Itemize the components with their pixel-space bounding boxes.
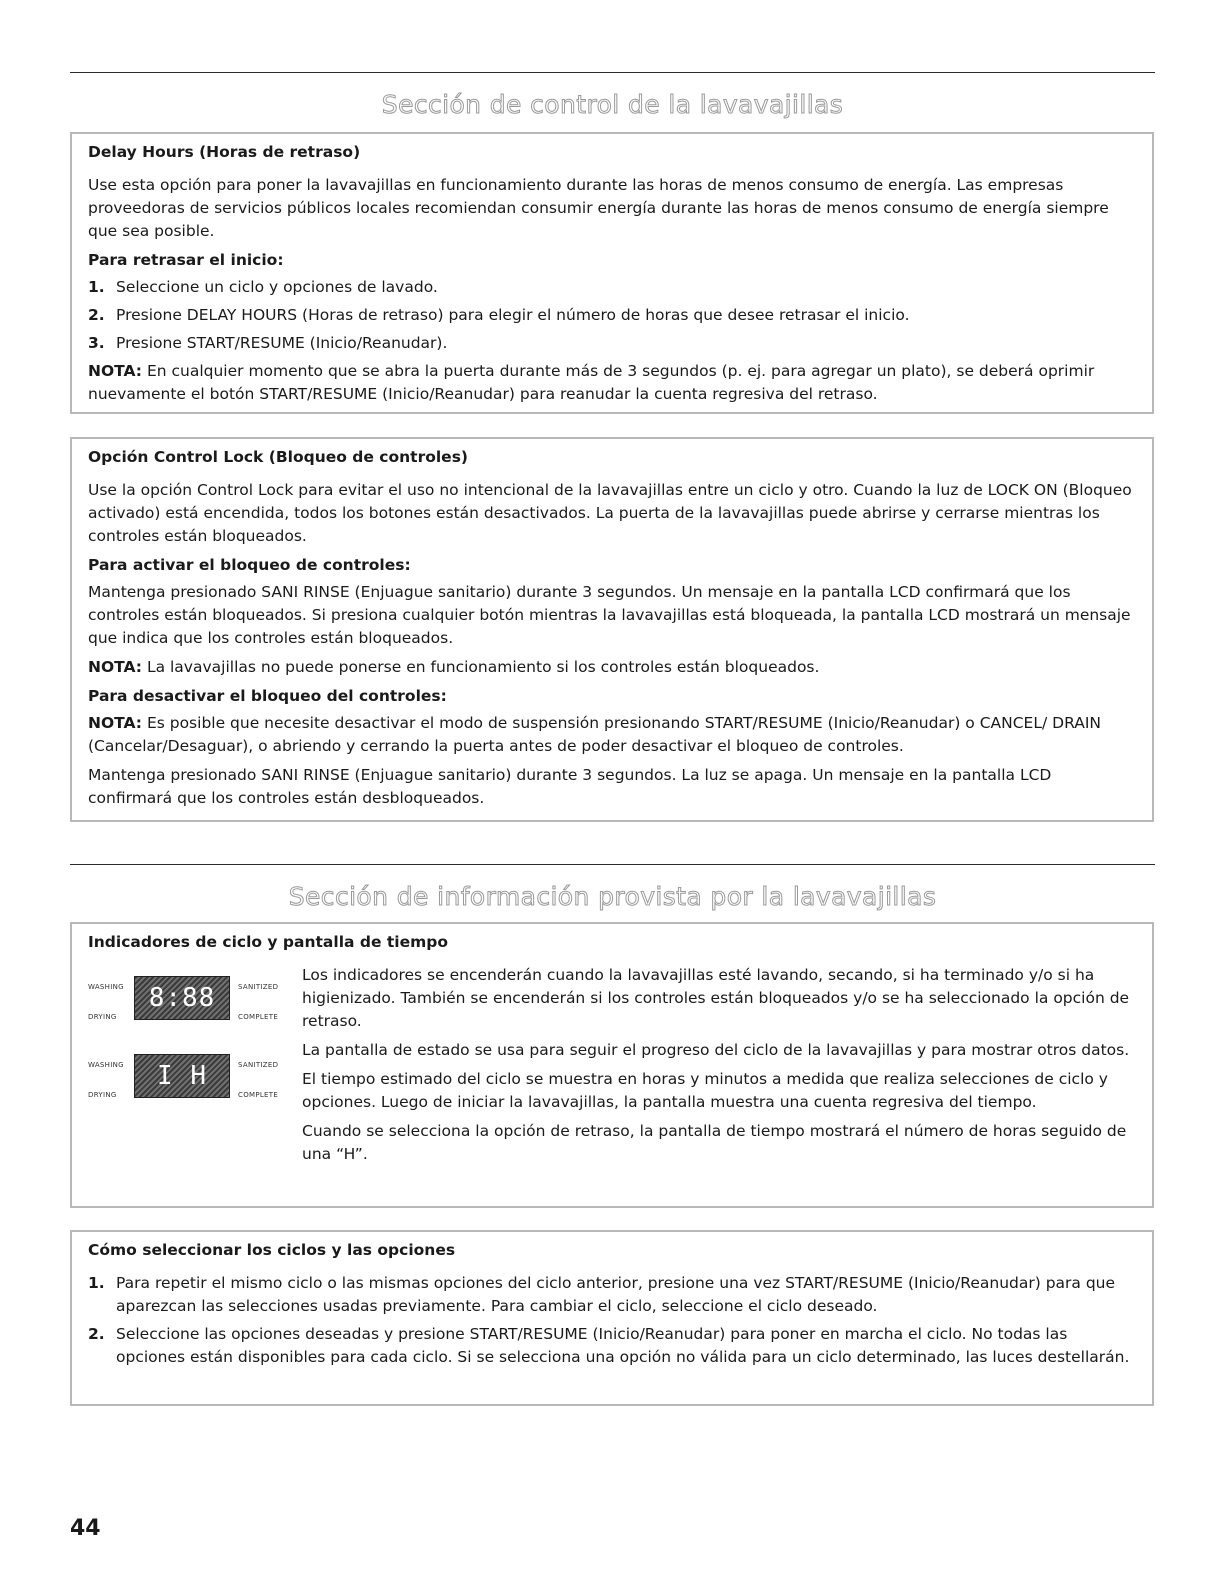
note-text: En cualquier momento que se abra la puerta durante más de 3 segundos (p. ej. para agregar un plato), se deberá oprimir nuevamente el botón START/RESUME (Inicio/Reanudar) para reanudar la cuenta regresiva del retraso. [88,362,1095,403]
top-rule [70,72,1155,73]
lock-deactivate-text: Mantenga presionado SANI RINSE (Enjuague sanitario) durante 3 segundos. La luz se apaga. Un mensaje en la pantalla LCD confirmará que los controles están desbloqueados. [88,766,1052,807]
complete-label: COMPLETE [238,1091,279,1099]
note-text: Es posible que necesite desactivar el modo de suspensión presionando START/RESUME (Inicio/Reanudar) o CANCEL/ DRAIN (Cancelar/Desaguar), o abriendo y cerrando la puerta antes de poder desactivar el bloqueo de controles. [88,714,1101,755]
select-steps-list [88,1272,1136,1369]
list-item [88,1272,1136,1318]
step-number: 1. [88,1274,105,1292]
delay-start-subheading: Para retrasar el inicio: [88,251,284,269]
step-text: Seleccione un ciclo y opciones de lavado. [116,278,438,296]
section-title-information: Sección de información provista por la lavavajillas [288,882,937,911]
step-text: Presione DELAY HOURS (Horas de retraso) para elegir el número de horas que desee retrasar el inicio. [116,306,910,324]
delay-hours-box [70,132,1154,414]
indicators-heading: Indicadores de ciclo y pantalla de tiempo [88,933,449,951]
lock-activate-subheading: Para activar el bloqueo de controles: [88,556,411,574]
lcd-screen [134,1054,230,1098]
delay-steps-list [88,276,1136,355]
list-item [88,332,1136,355]
display-panel-delay [88,1048,288,1104]
select-cycles-heading: Cómo seleccionar los ciclos y las opciones [88,1241,456,1259]
washing-label: WASHING [88,1061,124,1069]
note-label: NOTA: [88,362,143,380]
list-item [88,276,1136,299]
indicators-content [88,964,1136,1172]
step-number: 2. [88,1325,105,1343]
indicators-paragraph-2: La pantalla de estado se usa para seguir el progreso del ciclo de la lavavajillas y para mostrar otros datos. [302,1041,1130,1059]
step-number: 2. [88,306,105,324]
note-label: NOTA: [88,658,143,676]
lcd-screen [134,976,230,1020]
drying-label: DRYING [88,1013,117,1021]
step-text: Para repetir el mismo ciclo o las mismas opciones del ciclo anterior, presione una vez START/RESUME (Inicio/Reanudar) para que aparezcan las selecciones usadas previamente. Para cambiar el ciclo, seleccione el ciclo deseado. [116,1274,1116,1315]
step-number: 1. [88,278,105,296]
display-illustrations [88,964,288,1172]
sanitized-label: SANITIZED [238,983,279,991]
note-text: La lavavajillas no puede ponerse en funcionamiento si los controles están bloqueados. [142,658,820,676]
washing-label: WASHING [88,983,124,991]
note-label: NOTA: [88,714,143,732]
select-cycles-box [70,1230,1154,1406]
indicators-paragraph-3: El tiempo estimado del ciclo se muestra en horas y minutos a medida que realiza selecciones de ciclo y opciones. Luego de iniciar la lavavajillas, la pantalla muestra una cuenta regresiva del tiempo. [302,1070,1108,1111]
lcd-digits: 8:88 [148,982,216,1013]
delay-hours-heading: Delay Hours (Horas de retraso) [88,143,361,161]
step-text: Presione START/RESUME (Inicio/Reanudar). [116,334,448,352]
control-lock-intro: Use la opción Control Lock para evitar el uso no intencional de la lavavajillas entre un ciclo y otro. Cuando la luz de LOCK ON (Bloqueo activado) está encendida, todos los botones están desactivados. La puerta de la lavavajillas puede abrirse y cerrarse mientras los controles están bloqueados. [88,481,1132,545]
indicators-paragraph-1: Los indicadores se encenderán cuando la lavavajillas esté lavando, secando, si ha terminado y/o si ha higienizado. También se encenderán si los controles están bloqueados y/o se ha seleccionado la opción de retraso. [302,966,1130,1030]
middle-rule [70,864,1155,865]
complete-label: COMPLETE [238,1013,279,1021]
delay-hours-intro: Use esta opción para poner la lavavajillas en funcionamiento durante las horas de menos consumo de energía. Las empresas proveedoras de servicios públicos locales recomiendan consumir energía durante las horas de menos consumo de energía siempre que sea posible. [88,176,1109,240]
control-lock-box [70,437,1154,822]
delay-note [88,360,1136,406]
lock-note-1 [88,656,1136,679]
step-text: Seleccione las opciones deseadas y presione START/RESUME (Inicio/Reanudar) para poner en marcha el ciclo. No todas las opciones están disponibles para cada ciclo. Si se selecciona una opción no válida para un ciclo determinado, las luces destellarán. [116,1325,1130,1366]
sanitized-label: SANITIZED [238,1061,279,1069]
display-panel-time [88,970,288,1026]
lock-activate-text: Mantenga presionado SANI RINSE (Enjuague sanitario) durante 3 segundos. Un mensaje en la pantalla LCD confirmará que los controles están bloqueados. Si presiona cualquier botón mientras la lavavajillas está bloqueada, la pantalla LCD mostrará un mensaje que indica que los controles están bloqueados. [88,583,1131,647]
indicators-box [70,922,1154,1208]
control-lock-heading: Opción Control Lock (Bloqueo de controles) [88,448,468,466]
lcd-digits: I H [157,1060,207,1091]
step-number: 3. [88,334,105,352]
page-number: 44 [70,1516,101,1541]
list-item [88,1323,1136,1369]
list-item [88,304,1136,327]
section-title-control: Sección de control de la lavavajillas [381,90,844,119]
lock-note-2 [88,712,1136,758]
drying-label: DRYING [88,1091,117,1099]
indicators-text [288,964,1136,1172]
lock-deactivate-subheading: Para desactivar el bloqueo del controles: [88,687,447,705]
indicators-paragraph-4: Cuando se selecciona la opción de retraso, la pantalla de tiempo mostrará el número de horas seguido de una “H”. [302,1122,1127,1163]
